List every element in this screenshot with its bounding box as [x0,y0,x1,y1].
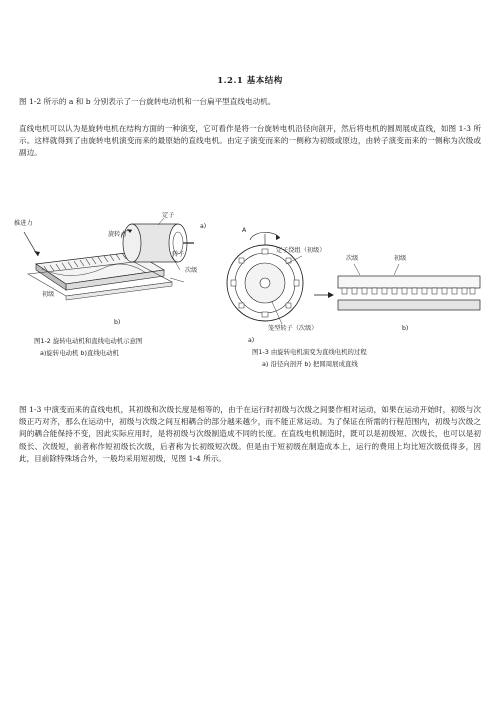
fig13-label-sub-a: a) [248,337,255,344]
fig13-label-cage-rotor: 笼型转子（次级） [268,325,318,332]
unrolled-linear-illustration [314,264,480,310]
paragraph-intro: 图 1-2 所示的 a 和 b 分别表示了一台旋转电动机和一台扁平型直线电动机。 [19,97,276,106]
fig12-caption-line2: a)旋转电动机 b)直线电动机 [40,349,119,357]
fig12-label-stator: 定子 [162,212,175,219]
section-heading: 1.2.1 基本结构 [217,76,283,86]
fig12-caption-line1: 图1-2 旋转电动机和直线电动机示意图 [34,337,143,345]
figures-area [14,212,486,372]
fig13-caption-line1: 图1-3 由旋转电机演变为直线电机的过程 [252,348,367,356]
fig12-label-primary: 初级 [42,291,55,298]
figure-1-3 [227,227,480,368]
fig12-label-secondary: 次级 [185,267,198,274]
fig13-label-sub-b: b) [402,325,409,332]
fig12-label-torque: 旋转力 [108,231,127,238]
fig12-label-sub-a: a) [200,223,207,230]
fig12-label-sub-b: b) [114,319,121,326]
fig12-label-rotor: 转子 [172,251,185,258]
fig13-label-a-marker: A [242,227,247,234]
fig13-caption-line2: a) 沿径向剖开 b) 把圆周展成直线 [262,360,358,368]
figure-1-2 [14,212,206,357]
paragraph-evolution: 直线电机可以认为是旋转电机在结构方面的一种演变，它可看作是将一台旋转电机沿径向剖开，然后将电机的圆周展成直线，如图 1-3 所示。这样就得到了由旋转电机演变而来的最原始的直线电机。由定子演变而来的一侧称为初级或原边，由转子演变而来的一侧称为次级或副边。 [19,124,481,158]
fig12-label-thrust: 推进力 [14,220,33,227]
fig13-label-stator-winding: 定子绕组（初级） [276,247,326,254]
fig13-label-primary: 初级 [394,255,407,262]
fig13-label-secondary: 次级 [346,255,359,262]
paragraph-primary-secondary: 图 1-3 中演变而来的直线电机，其初级和次级长度是相等的，由于在运行时初级与次级之间要作相对运动，如果在运动开始时，初级与次级正巧对齐，那么在运动中，初级与次级之间互相耦合的部分越来越少，而不能正常运动。为了保证在所需的行程范围内，初级与次级之间的耦合能保持不变，因此实际应用时，是将初级与次级制造成不同的长度。在直线电机制造时，既可以是初级短、次级长，也可以是初级长、次级短，前者称作短初级长次级，后者称为长初级短次级。但是由于短初级在制造成本上，运行的费用上均比短次级低得多，因此，目前除特殊场合外，一般均采用短初级，见图 1-4 所示。 [19,405,481,463]
